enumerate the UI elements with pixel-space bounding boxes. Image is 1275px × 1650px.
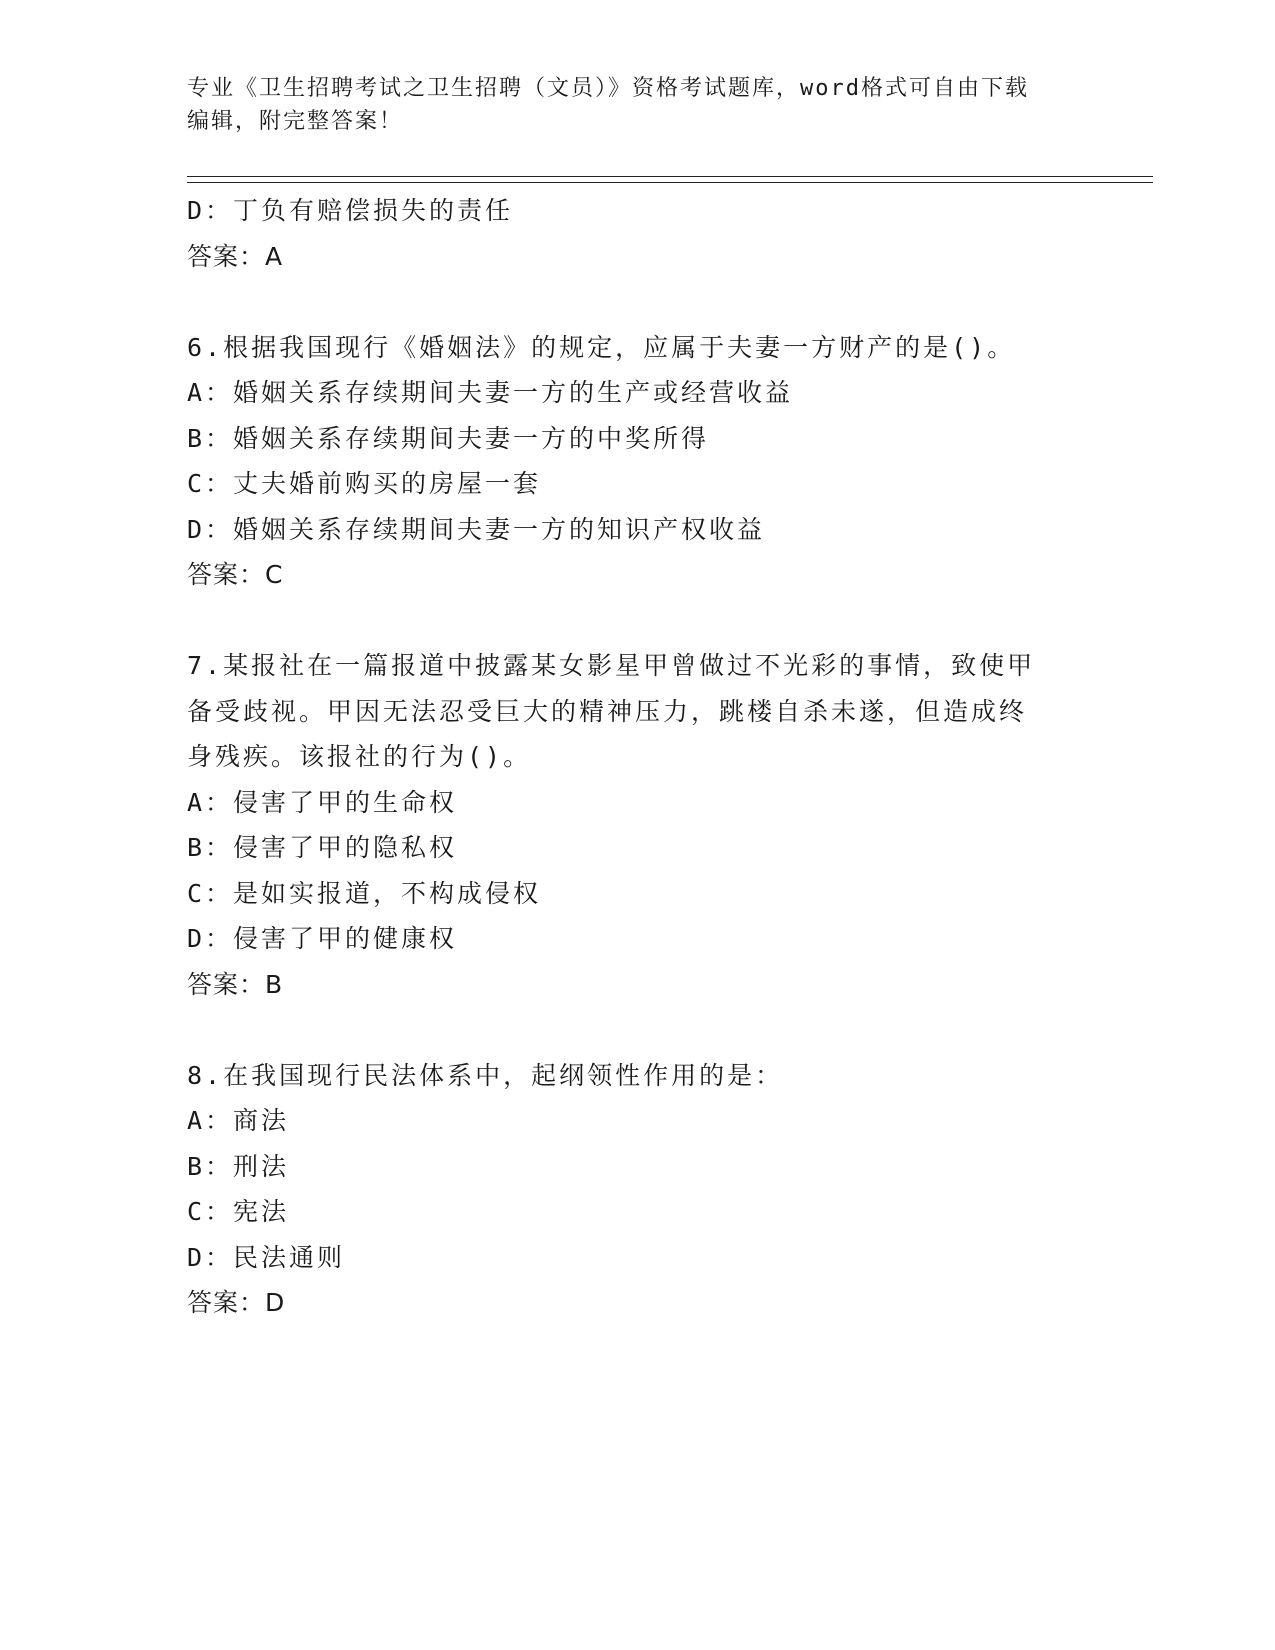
header-divider-top bbox=[187, 176, 1153, 177]
header-line-1: 专业《卫生招聘考试之卫生招聘（文员）》资格考试题库，word格式可自由下载 bbox=[187, 76, 1029, 101]
option-b: B：侵害了甲的隐私权 bbox=[187, 833, 458, 862]
answer-line: 答案：A bbox=[187, 241, 284, 271]
question-stem-line-3: 身残疾。该报社的行为()。 bbox=[187, 742, 532, 771]
spacer bbox=[187, 1007, 1087, 1053]
answer-line: 答案：D bbox=[187, 1288, 286, 1317]
option-a: A：商法 bbox=[187, 1106, 290, 1135]
question-list bbox=[187, 188, 1087, 1326]
question-6 bbox=[187, 325, 1087, 598]
option-b: B：婚姻关系存续期间夫妻一方的中奖所得 bbox=[187, 423, 710, 453]
spacer bbox=[187, 598, 1087, 644]
option-d: D：侵害了甲的健康权 bbox=[187, 924, 458, 953]
spacer bbox=[187, 279, 1087, 325]
option-c: C：是如实报道，不构成侵权 bbox=[187, 878, 542, 908]
question-8 bbox=[187, 1053, 1087, 1326]
question-7 bbox=[187, 643, 1087, 1007]
question-5-tail bbox=[187, 188, 1087, 279]
header-line-2: 编辑，附完整答案！ bbox=[187, 109, 404, 134]
question-stem: 8.在我国现行民法体系中，起纲领性作用的是： bbox=[187, 1060, 784, 1090]
option-b: B：刑法 bbox=[187, 1151, 290, 1181]
option-d: D：婚姻关系存续期间夫妻一方的知识产权收益 bbox=[187, 514, 766, 544]
option-a: A：婚姻关系存续期间夫妻一方的生产或经营收益 bbox=[187, 378, 794, 407]
question-stem-line-2: 备受歧视。甲因无法忍受巨大的精神压力，跳楼自杀未遂，但造成终 bbox=[187, 696, 1028, 726]
option-a: A：侵害了甲的生命权 bbox=[187, 787, 458, 817]
option-d: D：丁负有赔偿损失的责任 bbox=[187, 196, 514, 225]
option-c: C：宪法 bbox=[187, 1197, 290, 1226]
question-stem-line-1: 7.某报社在一篇报道中披露某女影星甲曾做过不光彩的事情，致使甲 bbox=[187, 651, 1036, 680]
header-divider-bottom bbox=[187, 182, 1153, 183]
option-d: D：民法通则 bbox=[187, 1242, 346, 1272]
document-header bbox=[187, 72, 1087, 138]
answer-line: 答案：B bbox=[187, 969, 284, 999]
answer-line: 答案：C bbox=[187, 560, 284, 589]
question-stem: 6.根据我国现行《婚姻法》的规定，应属于夫妻一方财产的是()。 bbox=[187, 332, 1016, 362]
option-c: C：丈夫婚前购买的房屋一套 bbox=[187, 469, 542, 498]
